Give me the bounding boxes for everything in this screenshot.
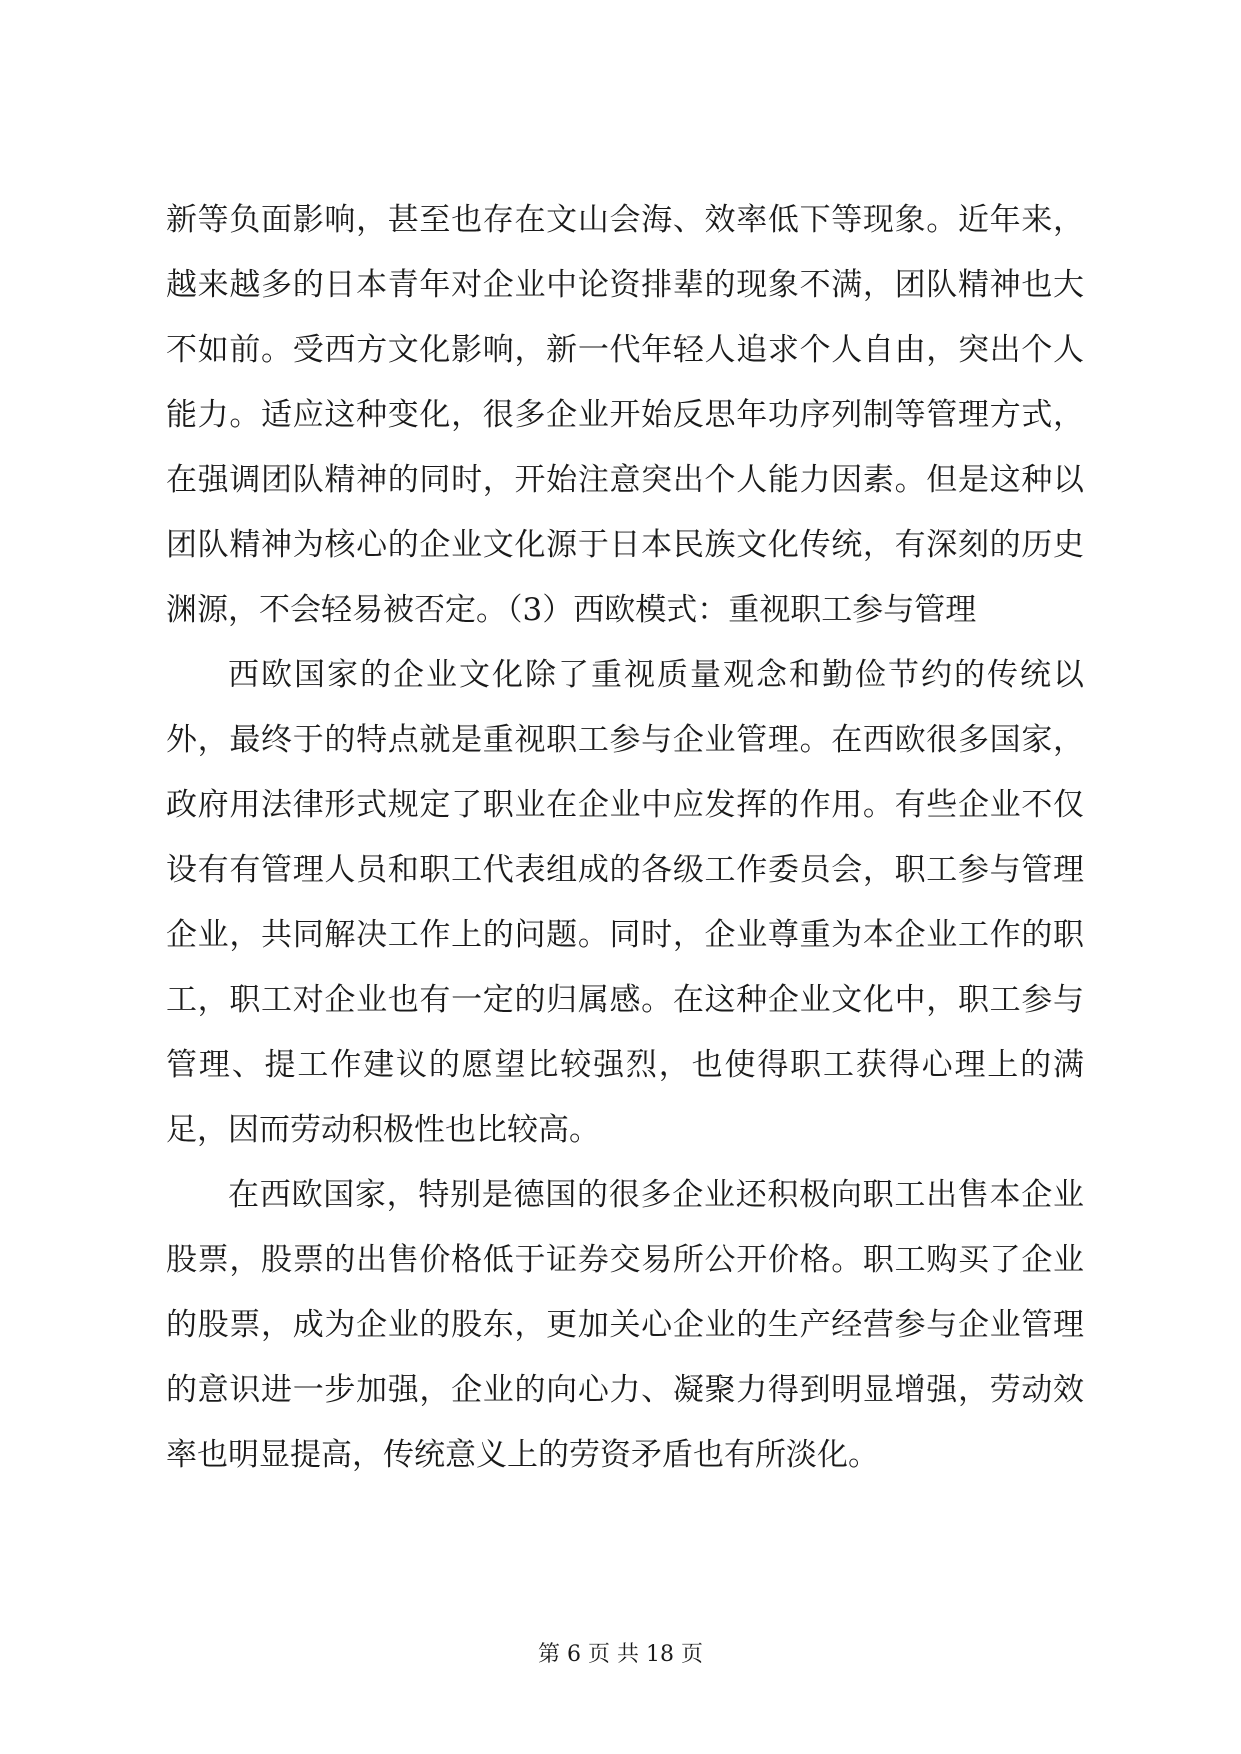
paragraph-2: 西欧国家的企业文化除了重视质量观念和勤俭节约的传统以外，最终于的特点就是重视职工参与企业管理。在西欧很多国家，政府用法律形式规定了职业在企业中应发挥的作用。有些企业不仅设有有管理人员和职工代表组成的各级工作委员会，职工参与管理企业，共同解决工作上的问题。同时，企业尊重为本企业工作的职工，职工对企业也有一定的归属感。在这种企业文化中，职工参与管理、提工作建议的愿望比较强烈，也使得职工获得心理上的满足，因而劳动积极性也比较高。: [166, 657, 1084, 1148]
page-number-footer: 第 6 页 共 18 页: [538, 1642, 703, 1667]
document-body: [166, 188, 1084, 1488]
paragraph-1: 新等负面影响，甚至也存在文山会海、效率低下等现象。近年来，越来越多的日本青年对企业中论资排辈的现象不满，团队精神也大不如前。受西方文化影响，新一代年轻人追求个人自由，突出个人能力。适应这种变化，很多企业开始反思年功序列制等管理方式，在强调团队精神的同时，开始注意突出个人能力因素。但是这种以团队精神为核心的企业文化源于日本民族文化传统，有深刻的历史渊源，不会轻易被否定。（3）西欧模式：重视职工参与管理: [166, 202, 1084, 628]
paragraph-3: 在西欧国家，特别是德国的很多企业还积极向职工出售本企业股票，股票的出售价格低于证券交易所公开价格。职工购买了企业的股票，成为企业的股东，更加关心企业的生产经营参与企业管理的意识进一步加强，企业的向心力、凝聚力得到明显增强，劳动效率也明显提高，传统意义上的劳资矛盾也有所淡化。: [166, 1177, 1084, 1473]
